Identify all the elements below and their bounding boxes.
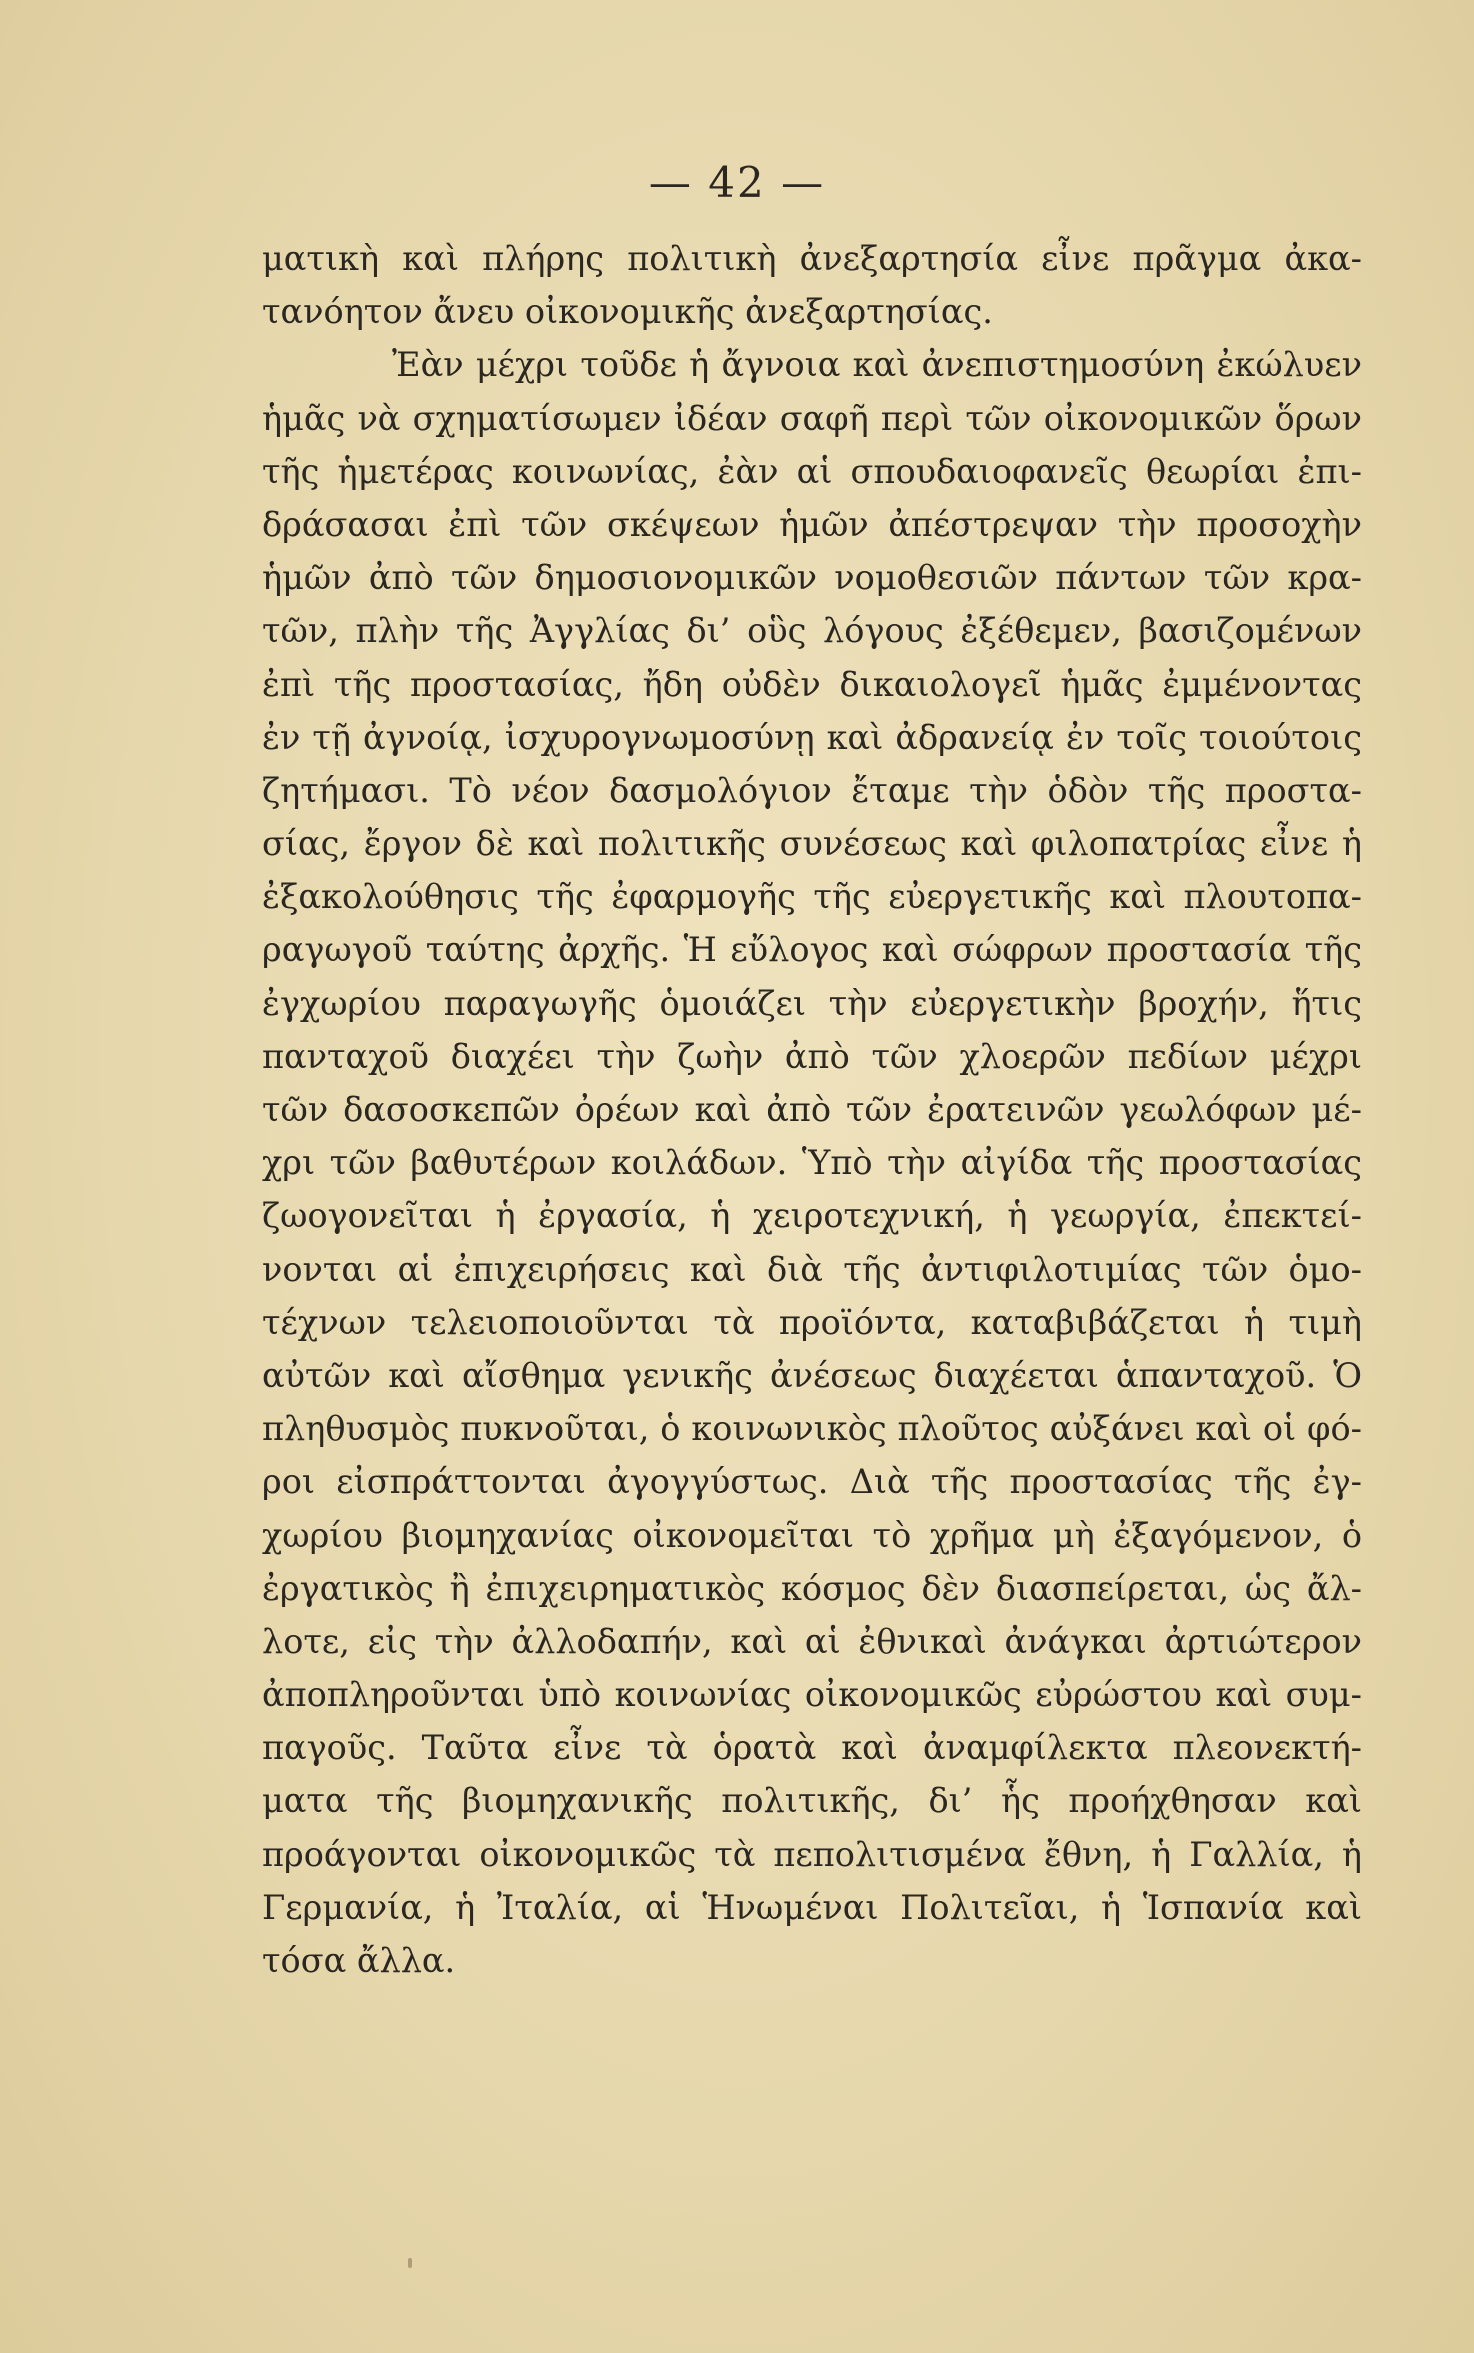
text-line: ἐργατικὸς ἢ ἐπιχειρηματικὸς κόσμος δὲν διασπείρεται, ὡς ἄλ- [262, 1568, 1362, 1608]
text-line: ἐγχωρίου παραγωγῆς ὁμοιάζει τὴν εὐεργετικὴν βροχήν, ἥτις [262, 983, 1362, 1023]
text-line: ἡμᾶς νὰ σχηματίσωμεν ἰδέαν σαφῆ περὶ τῶν οἰκονομικῶν ὅρων [262, 398, 1362, 438]
text-line: προάγονται οἰκονομικῶς τὰ πεπολιτισμένα ἔθνη, ἡ Γαλλία, ἡ [262, 1834, 1362, 1874]
text-line: ζητήμασι. Τὸ νέον δασμολόγιον ἔταμε τὴν ὁδὸν τῆς προστα- [262, 770, 1362, 810]
text-line: δράσασαι ἐπὶ τῶν σκέψεων ἡμῶν ἀπέστρεψαν τὴν προσοχὴν [262, 504, 1362, 544]
text-line: ἡμῶν ἀπὸ τῶν δημοσιονομικῶν νομοθεσιῶν πάντων τῶν κρα- [262, 558, 1362, 598]
text-line: νονται αἱ ἐπιχειρήσεις καὶ διὰ τῆς ἀντιφιλοτιμίας τῶν ὁμο- [262, 1249, 1362, 1289]
text-line: ματικὴ καὶ πλήρης πολιτικὴ ἀνεξαρτησία εἶνε πρᾶγμα ἀκα- [262, 239, 1362, 278]
text-line: πληθυσμὸς πυκνοῦται, ὁ κοινωνικὸς πλοῦτος αὐξάνει καὶ οἱ φό- [262, 1409, 1362, 1449]
text-line: ἐξακολούθησις τῆς ἐφαρμογῆς τῆς εὐεργετικῆς καὶ πλουτοπα- [262, 877, 1362, 917]
text-line: τῶν δασοσκεπῶν ὀρέων καὶ ἀπὸ τῶν ἐρατεινῶν γεωλόφων μέ- [262, 1090, 1362, 1129]
body-text [262, 232, 1362, 1987]
text-line: ματα τῆς βιομηχανικῆς πολιτικῆς, δι’ ἧς προήχθησαν καὶ [262, 1781, 1362, 1821]
text-line: τῶν, πλὴν τῆς Ἀγγλίας δι’ οὓς λόγους ἐξέθεμεν, βασιζομένων [262, 611, 1362, 651]
text-line: Ἐὰν μέχρι τοῦδε ἡ ἄγνοια καὶ ἀνεπιστημοσύνη ἐκώλυεν [392, 345, 1362, 385]
page-number: — 42 — [648, 158, 826, 207]
text-line: ραγωγοῦ ταύτης ἀρχῆς. Ἡ εὔλογος καὶ σώφρων προστασία τῆς [262, 930, 1362, 970]
text-line: ἐπὶ τῆς προστασίας, ἤδη οὐδὲν δικαιολογεῖ ἡμᾶς ἐμμένοντας [262, 664, 1362, 704]
text-line: χρι τῶν βαθυτέρων κοιλάδων. Ὑπὸ τὴν αἰγίδα τῆς προστασίας [262, 1143, 1362, 1183]
text-line: σίας, ἔργον δὲ καὶ πολιτικῆς συνέσεως καὶ φιλοπατρίας εἶνε ἡ [262, 824, 1362, 864]
text-line: λοτε, εἰς τὴν ἀλλοδαπήν, καὶ αἱ ἐθνικαὶ ἀνάγκαι ἀρτιώτερον [262, 1621, 1362, 1661]
text-line: χωρίου βιομηχανίας οἰκονομεῖται τὸ χρῆμα μὴ ἐξαγόμενον, ὁ [262, 1515, 1362, 1555]
text-line: τέχνων τελειοποιοῦνται τὰ προϊόντα, καταβιβάζεται ἡ τιμὴ [262, 1302, 1362, 1342]
text-line: πανταχοῦ διαχέει τὴν ζωὴν ἀπὸ τῶν χλοερῶν πεδίων μέχρι [262, 1036, 1362, 1076]
text-line: αὐτῶν καὶ αἴσθημα γενικῆς ἀνέσεως διαχέεται ἁπανταχοῦ. Ὁ [262, 1355, 1362, 1395]
text-line: Γερμανία, ἡ Ἰταλία, αἱ Ἡνωμέναι Πολιτεῖαι, ἡ Ἱσπανία καὶ [262, 1887, 1362, 1927]
text-line: τόσα ἄλλα. [262, 1941, 456, 1980]
text-line: ἀποπληροῦνται ὑπὸ κοινωνίας οἰκονομικῶς εὐρώστου καὶ συμ- [262, 1675, 1362, 1715]
text-line: παγοῦς. Ταῦτα εἶνε τὰ ὁρατὰ καὶ ἀναμφίλεκτα πλεονεκτή- [262, 1728, 1362, 1768]
text-line: ἐν τῇ ἀγνοίᾳ, ἰσχυρογνωμοσύνῃ καὶ ἀδρανείᾳ ἐν τοῖς τοιούτοις [262, 717, 1362, 757]
paper-speck [408, 2258, 412, 2268]
text-line: τῆς ἡμετέρας κοινωνίας, ἐὰν αἱ σπουδαιοφανεῖς θεωρίαι ἐπι- [262, 451, 1362, 491]
text-line: ροι εἰσπράττονται ἀγογγύστως. Διὰ τῆς προστασίας τῆς ἐγ- [262, 1462, 1362, 1502]
text-line: τανόητον ἄνευ οἰκονομικῆς ἀνεξαρτησίας. [262, 292, 993, 332]
text-line: ζωογονεῖται ἡ ἐργασία, ἡ χειροτεχνική, ἡ γεωργία, ἐπεκτεί- [262, 1196, 1362, 1236]
